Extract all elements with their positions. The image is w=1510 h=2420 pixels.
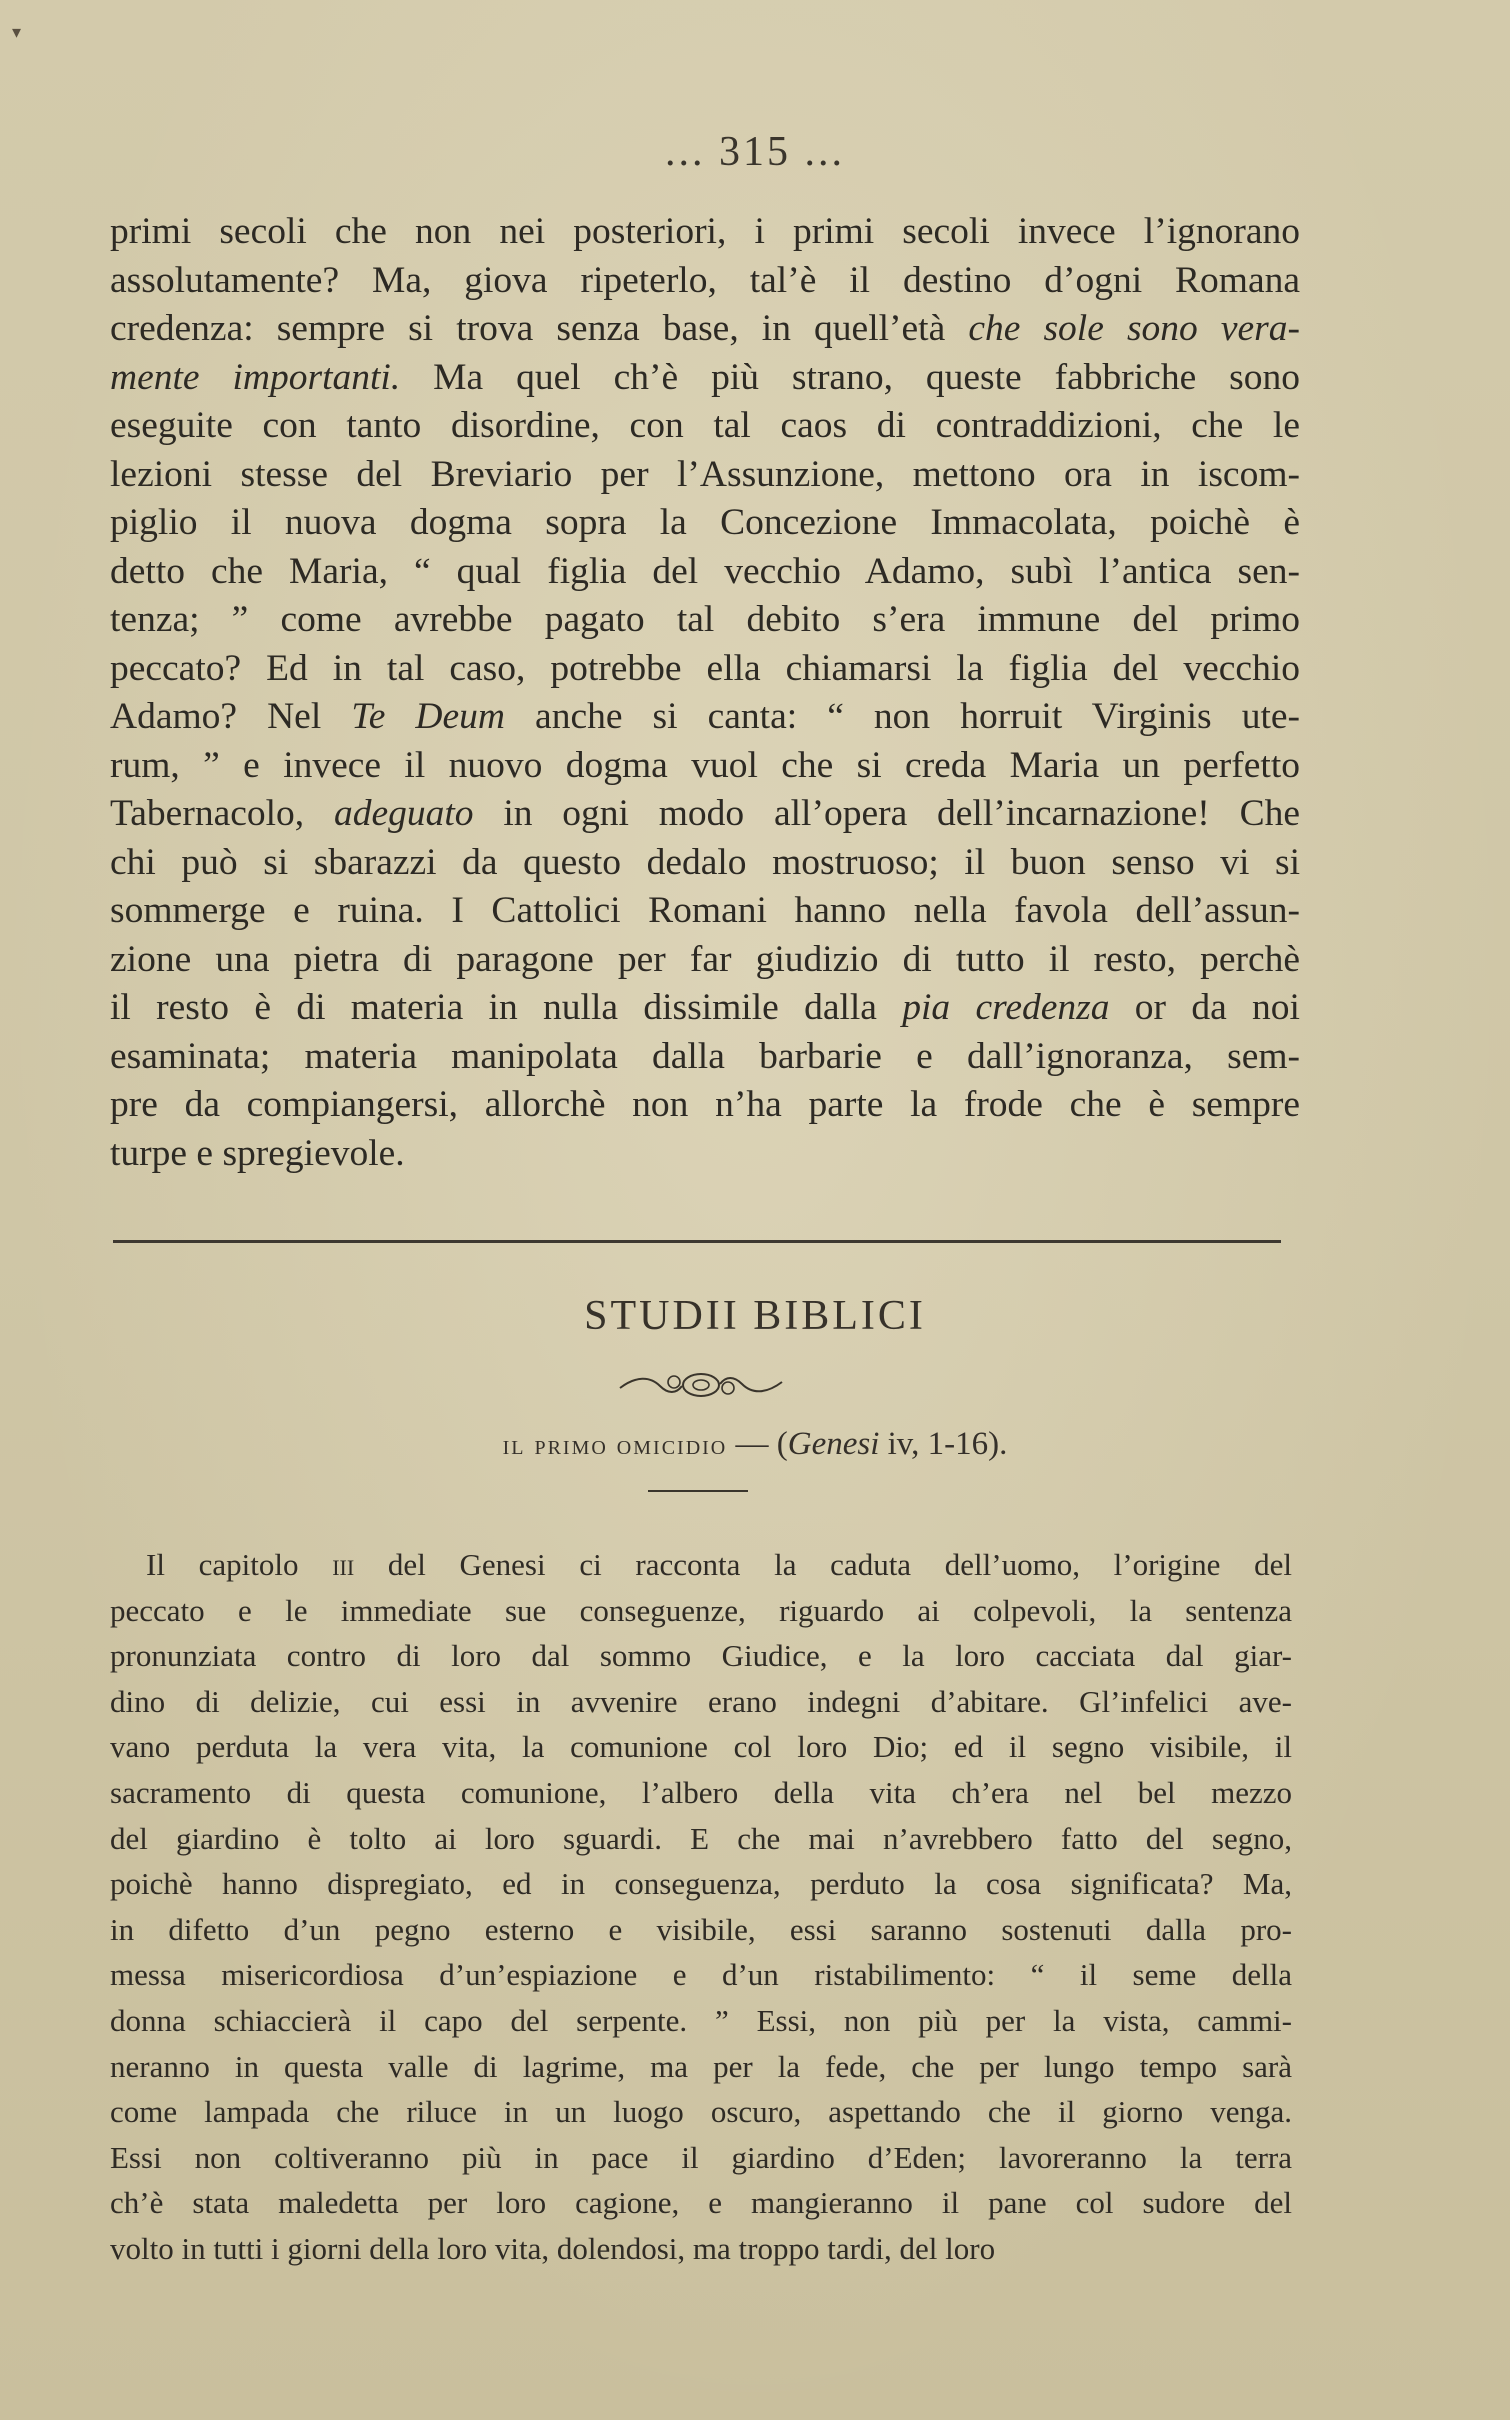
text-run: esaminata; materia manipolata dalla barbarie e dall’ignoranza, sem- — [110, 1035, 1300, 1077]
subtitle-book: Genesi — [787, 1426, 880, 1462]
subtitle-dash: — ( — [727, 1426, 788, 1462]
text-line — [110, 887, 1300, 936]
text-run: eseguite con tanto disordine, con tal caos di contraddizioni, che le — [110, 405, 1300, 446]
text-line — [110, 2180, 1292, 2226]
text-line — [110, 548, 1300, 597]
text-run: in difetto d’un pegno esterno e visibile, essi saranno sostenuti dalla pro- — [110, 1911, 1292, 1947]
text-run: del Genesi ci racconta la caduta dell’uomo, l’origine del — [354, 1547, 1292, 1582]
ornament-flourish-icon — [616, 1368, 786, 1402]
text-line — [110, 305, 1300, 354]
text-line — [110, 208, 1300, 257]
text-run: del giardino è tolto ai loro sguardi. E che mai n’avrebbero fatto del segno, — [110, 1820, 1292, 1856]
text-line — [110, 1130, 1300, 1179]
short-divider-rule — [648, 1490, 748, 1492]
text-run: or da noi — [1109, 987, 1300, 1028]
subtitle-reference: iv, 1-16). — [879, 1426, 1008, 1462]
text-line — [110, 1998, 1292, 2044]
page-mark: ▾ — [12, 22, 22, 42]
text-run: dino di delizie, cui essi in avvenire erano indegni d’abitare. Gl’infelici ave- — [110, 1683, 1292, 1719]
text-line — [110, 936, 1300, 985]
text-line — [110, 402, 1300, 451]
text-line — [110, 1770, 1292, 1816]
text-line — [110, 790, 1300, 839]
text-line — [110, 2044, 1292, 2090]
text-run: in ogni modo all’opera dell’incarnazione! Che — [473, 793, 1300, 834]
text-run: Essi non coltiveranno più in pace il giardino d’Eden; lavoreranno la terra — [110, 2139, 1292, 2175]
text-run: peccato? Ed in tal caso, potrebbe ella chiamarsi la figlia del vecchio — [110, 647, 1300, 689]
text-line — [110, 2135, 1292, 2181]
text-run: sommerge e ruina. I Cattolici Romani hanno nella favola dell’assun- — [110, 890, 1300, 931]
text-line — [110, 2226, 1292, 2272]
text-line — [110, 354, 1300, 403]
text-run: sacramento di questa comunione, l’albero della vita ch’era nel bel mezzo — [110, 1774, 1292, 1810]
subtitle-small-caps: il primo omicidio — [502, 1430, 728, 1461]
page-number: ... 315 ... — [665, 129, 845, 175]
text-line — [110, 984, 1300, 1033]
text-run: ch’è stata maledetta per loro cagione, e mangieranno il pane col sudore del — [110, 2185, 1292, 2221]
text-line — [110, 1542, 1292, 1588]
text-line — [110, 2089, 1292, 2135]
text-line — [110, 499, 1300, 548]
text-run: piglio il nuova dogma sopra la Concezione Immacolata, poichè è — [110, 502, 1300, 543]
text-line — [110, 1816, 1292, 1862]
text-run: donna schiaccierà il capo del serpente. ” Essi, non più per la vista, cammi- — [110, 2002, 1292, 2038]
text-run: neranno in questa valle di lagrime, ma per la fede, che per lungo tempo sarà — [110, 2048, 1292, 2084]
text-run: messa misericordiosa d’un’espiazione e d’un ristabilimento: “ il seme della — [110, 1957, 1292, 1993]
text-run: lezioni stesse del Breviario per l’Assunzione, mettono ora in iscom- — [110, 453, 1300, 495]
text-run: volto in tutti i giorni della loro vita, dolendosi, ma troppo tardi, del loro — [110, 2230, 996, 2266]
text-line — [110, 742, 1300, 791]
text-line — [110, 1679, 1292, 1725]
text-line — [110, 1633, 1292, 1679]
text-run: vano perduta la vera vita, la comunione col loro Dio; ed il segno visibile, il — [110, 1729, 1292, 1765]
text-line — [110, 451, 1300, 500]
italic-run: mente importanti. — [110, 356, 401, 398]
top-paragraph — [110, 208, 1300, 1178]
text-line — [110, 1724, 1292, 1770]
text-run: anche si canta: “ non horruit Virginis ute- — [505, 696, 1301, 737]
text-run: Tabernacolo, — [110, 793, 334, 834]
section-subtitle — [0, 1426, 1510, 1463]
text-run: Il capitolo — [146, 1547, 333, 1582]
text-line — [110, 693, 1300, 742]
text-line — [110, 1952, 1292, 1998]
text-line — [110, 596, 1300, 645]
text-line — [110, 839, 1300, 888]
bottom-paragraph — [110, 1542, 1292, 2272]
text-run: chi può si sbarazzi da questo dedalo mostruoso; il buon senso vi si — [110, 841, 1300, 883]
text-line — [110, 1861, 1292, 1907]
text-run: turpe e spregievole. — [110, 1132, 405, 1174]
text-run: Adamo? Nel — [110, 696, 352, 737]
text-line — [110, 1907, 1292, 1953]
text-run: primi secoli che non nei posteriori, i primi secoli invece l’ignorano — [110, 211, 1300, 252]
text-run: peccato e le immediate sue conseguenze, riguardo ai colpevoli, la sentenza — [110, 1592, 1292, 1628]
text-run: pre da compiangersi, allorchè non n’ha parte la frode che è sempre — [110, 1084, 1300, 1125]
italic-run: pia credenza — [902, 987, 1110, 1028]
section-title: STUDII BIBLICI — [584, 1293, 926, 1339]
text-run: assolutamente? Ma, giova ripeterlo, tal’è il destino d’ogni Romana — [110, 259, 1300, 301]
text-line — [110, 1033, 1300, 1082]
text-run: credenza: sempre si trova senza base, in quell’età — [110, 308, 969, 349]
text-run: Ma quel ch’è più strano, queste fabbriche sono — [400, 356, 1300, 398]
text-run: zione una pietra di paragone per far giudizio di tutto il resto, perchè — [110, 938, 1300, 980]
text-line — [110, 1081, 1300, 1130]
text-run: rum, ” e invece il nuovo dogma vuol che si creda Maria un perfetto — [110, 744, 1300, 786]
text-run: tenza; ” come avrebbe pagato tal debito s’era immune del primo — [110, 599, 1300, 640]
italic-run: Te Deum — [351, 696, 505, 737]
section-divider-rule — [113, 1240, 1281, 1243]
italic-run: adeguato — [333, 793, 474, 834]
text-run: detto che Maria, “ qual figlia del vecchio Adamo, subì l’antica sen- — [110, 550, 1300, 592]
small-caps-run: iii — [332, 1547, 355, 1582]
text-line — [110, 1588, 1292, 1634]
text-run: poichè hanno dispregiato, ed in conseguenza, perduto la cosa significata? Ma, — [110, 1866, 1292, 1902]
text-run: come lampada che riluce in un luogo oscuro, aspettando che il giorno venga. — [110, 2094, 1292, 2130]
italic-run: che sole sono vera- — [968, 308, 1301, 349]
text-line — [110, 257, 1300, 306]
text-line — [110, 645, 1300, 694]
text-run: pronunziata contro di loro dal sommo Giudice, e la loro cacciata dal giar- — [110, 1638, 1292, 1674]
text-run: il resto è di materia in nulla dissimile dalla — [110, 987, 903, 1028]
